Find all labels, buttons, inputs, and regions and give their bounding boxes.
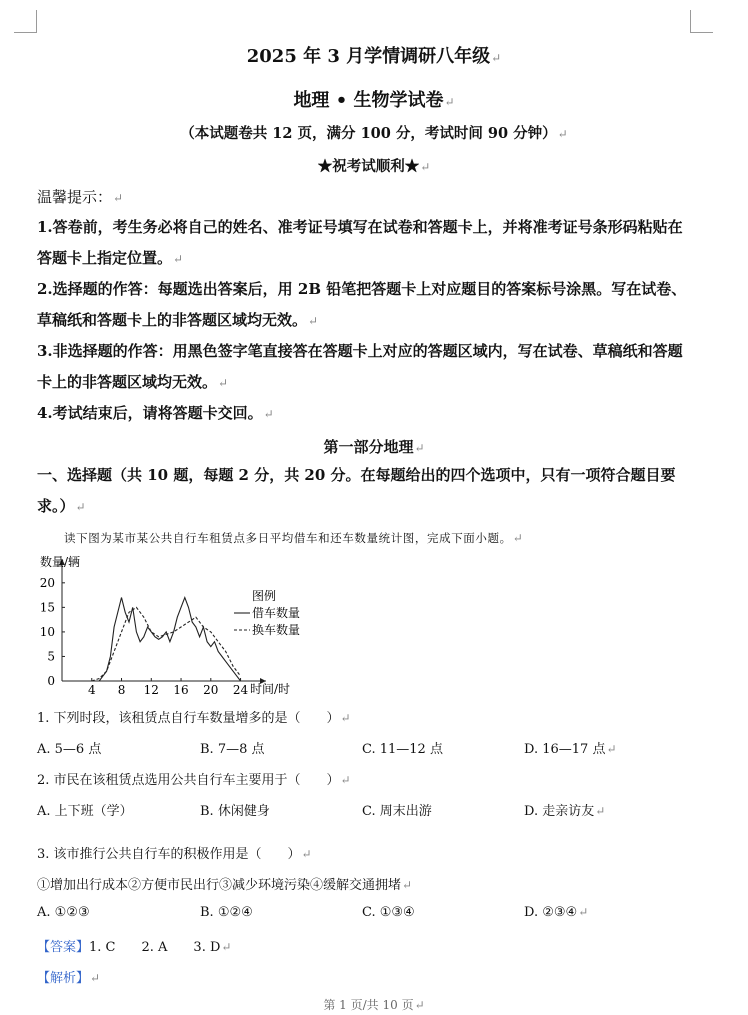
crop-mark-top-right [690, 10, 713, 33]
question-1-option-a: A. 5—6 点 [37, 742, 102, 757]
series-return-line [92, 607, 241, 681]
tip-item-2: 2.选择题的作答：每题选出答案后，用 2B 铅笔把答题卡上对应题目的答案标号涂黑。写在试卷、草稿纸和答题卡上的非答题区域均无效。↵ [37, 280, 687, 329]
chart-axes [59, 559, 266, 684]
x-tick-label: 16 [173, 683, 189, 697]
exam-subject: 地理 • 生物学试卷↵ [293, 90, 455, 111]
question-3-statements: ①增加出行成本②方便市民出行③减少环境污染④缓解交通拥堵↵ [37, 878, 413, 893]
tip-item-4: 4.考试结束后，请将答题卡交回。↵ [37, 404, 274, 422]
reading-intro: 读下图为某市某公共自行车租赁点多日平均借车和还车数量统计图，完成下面小题。↵ [64, 531, 524, 545]
line-chart [30, 548, 330, 704]
question-1-option-d: D. 16—17 点↵ [524, 742, 617, 757]
question-1-option-c: C. 11—12 点 [362, 742, 443, 757]
chart-xlabel: 时间/时 [250, 682, 291, 696]
y-tick-label: 15 [39, 600, 55, 615]
answer-line: 【答案】1. C 2. A 3. D↵ [37, 940, 232, 955]
question-3-option-d: D. ②③④↵ [524, 905, 589, 920]
question-1-option-b: B. 7—8 点 [200, 742, 265, 757]
question-3-option-c: C. ①③④ [362, 905, 415, 920]
section-part-title: 第一部分地理↵ [323, 438, 425, 456]
question-2-option-a: A. 上下班（学） [37, 804, 133, 819]
chart-ylabel: 数量/辆 [40, 555, 81, 569]
question-3-option-b: B. ①②④ [200, 905, 253, 920]
x-tick-label: 20 [203, 683, 219, 697]
question-2-option-d: D. 走亲访友↵ [524, 804, 606, 819]
section-heading: 一、选择题（共 10 题，每题 2 分，共 20 分。在每题给出的四个选项中，只有一项符合题目要求。）↵ [37, 466, 676, 515]
tip-item-1: 1.答卷前，考生务必将自己的姓名、准考证号填写在试卷和答题卡上，并将准考证号条形码粘贴在答题卡上指定位置。↵ [37, 218, 683, 267]
y-tick-label: 10 [39, 624, 55, 639]
tip-item-3: 3.非选择题的作答：用黑色签字笔直接答在答题卡上对应的答题区域内，写在试卷、草稿纸和答题卡上的非答题区域均无效。↵ [37, 342, 683, 391]
exam-wish: ★祝考试顺利★↵ [317, 158, 431, 175]
exam-info: （本试题卷共 12 页，满分 100 分，考试时间 90 分钟）↵ [180, 125, 568, 142]
question-2-option-b: B. 休闲健身 [200, 804, 270, 819]
x-tick-label: 8 [117, 683, 126, 697]
answer-text: 1. C 2. A 3. D [89, 940, 221, 955]
y-tick-label: 20 [39, 575, 55, 590]
x-tick-label: 12 [143, 683, 159, 697]
analysis-label: 【解析】 [37, 971, 90, 986]
legend-title: 图例 [252, 589, 277, 603]
y-tick-label: 5 [47, 649, 55, 664]
x-tick-label: 4 [87, 683, 96, 697]
question-1-stem: 1. 下列时段，该租赁点自行车数量增多的是（ ）↵ [37, 711, 351, 726]
tips-heading: 温馨提示：↵ [37, 188, 124, 206]
chart-legend [234, 588, 300, 637]
x-tick-label: 24 [232, 683, 249, 697]
chart-series [92, 598, 241, 682]
analysis-line: 【解析】↵ [37, 971, 101, 986]
answer-label: 【答案】 [37, 940, 90, 955]
exam-title: 2025 年 3 月学情调研八年级↵ [246, 46, 502, 67]
y-tick-label: 0 [47, 674, 55, 688]
page-footer: 第 1 页/共 10 页↵ [323, 998, 425, 1012]
question-3-stem: 3. 该市推行公共自行车的积极作用是（ ）↵ [37, 847, 312, 862]
legend-label: 换车数量 [252, 623, 301, 637]
legend-label: 借车数量 [252, 606, 301, 620]
crop-mark-top-left [14, 10, 37, 33]
question-3-option-a: A. ①②③ [37, 905, 90, 920]
question-2-stem: 2. 市民在该租赁点选用公共自行车主要用于（ ）↵ [37, 773, 351, 788]
series-borrow-line [99, 598, 240, 682]
question-2-option-c: C. 周末出游 [362, 804, 432, 819]
